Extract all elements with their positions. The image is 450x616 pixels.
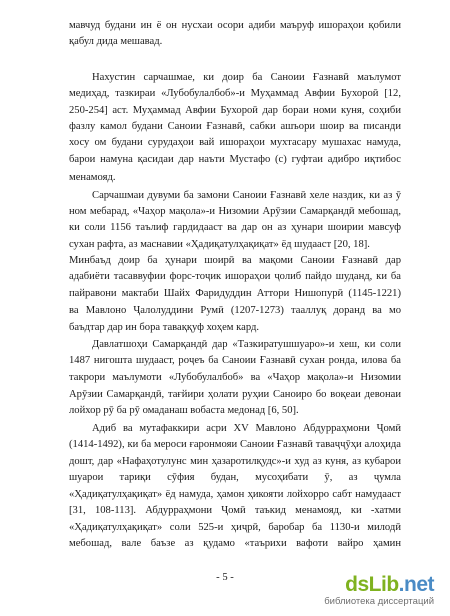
text-line: хосу ом будани сурудаҳои вай ишораҳои мухтасару мушахас намуда, (69, 137, 401, 148)
text-line: мебошад, вале баъзе аз қудамо «таърихи вафоти вайро ҳамин (69, 538, 401, 549)
text-line: мавчуд будани ин ё он нусхаи осори адиби маъруф ишораҳои қобили (69, 20, 401, 31)
text-line: Сарчашмаи дувуми ба замони Саноии Ғазнавӣ хеле наздик, ки аз ӯ (92, 190, 401, 201)
text-line: медиҳад, тазкираи «Лубобулалбоб»-и Муҳаммад Авфии Бухороӣ [12, (69, 88, 401, 99)
text-line: лойхор рӯ ба рӯ омаданаш вобаста медонад [6, 50]. (69, 405, 299, 416)
text-line: Адиб ва мутафаккири асри XV Мавлоно Абдурраҳмони Ҷомӣ (92, 423, 401, 434)
text-line: (1414-1492), ки ба мероси ғаронмояи Саноии Ғазнавӣ таваҷҷӯҳи алоҳида (69, 439, 401, 450)
text-line: 1487 нигошта шудааст, роҷеъ ба Саноии Ғазнавӣ сухан ронда, илова ба (69, 355, 401, 366)
text-line: фазлу камол будани Саноии Ғазнавӣ, сабки ашъори шоир ва писанди (69, 121, 401, 132)
text-line: ва Мавлоно Ҷалолуддини Румӣ (1207-1273) тааллуқ доранд ва мо (69, 305, 401, 316)
watermark-brand-part1: dsLib (345, 573, 399, 596)
page-number: - 5 - (216, 572, 234, 583)
text-line: Нахустин сарчашмае, ки доир ба Саноии Ғазнавӣ маълумот (92, 72, 401, 83)
watermark-subtitle: библиотека диссертаций (324, 596, 434, 607)
text-line: «Ҳадиқатулҳақиқат» ёд намуда, ҳамон ҳикояти лойхорро сабт намудааст (69, 489, 401, 500)
text-line: ки соли 1156 таълиф гардидааст ва дар он аз ҳунари шоирии мавсуф (69, 222, 401, 233)
watermark-brand-part2: .net (398, 573, 434, 596)
text-line: шуарои тариқи сӯфия будан, мусоҳибати ӯ, аз ҷумла (69, 472, 401, 483)
text-line: [31, 108-113]. Абдурраҳмони Ҷомӣ таъкид менамояд, ки -хатми (69, 505, 401, 516)
text-line: барои намуна қасидаи дар наъти Мустафо (с) гуфтаи адибро иқтибос (69, 154, 401, 165)
text-line: адабиёти тасаввуфии форс-тоҷик ишораҳои ҷолиб пайдо шуданд, ки ба (69, 271, 401, 282)
text-line: Арӯзии Самарқандӣ, тағйири ҳолати руҳии Саноиро бо воқеаи девонаи (69, 389, 401, 400)
text-line: такрори маълумоти «Лубобулалбоб» ва «Чаҳор мақола»-и Низомии (69, 372, 401, 383)
watermark-brand (314, 574, 434, 596)
text-line: менамояд. (69, 172, 116, 183)
text-line: пайравони мактаби Шайх Фаридуддин Аттори Нишопурӣ (1145-1221) (69, 288, 401, 299)
text-line: дошт, дар «Нафаҳотулунс мин ҳазаротилқудс»-и худ аз куня, аз кубарои (69, 456, 401, 467)
text-line: Давлатшоҳи Самарқандӣ дар «Тазкиратушшуаро»-и хеш, ки соли (92, 339, 401, 350)
text-line: баъдтар дар ин бора таваққуф хоҳем кард. (69, 322, 260, 333)
text-line: ном мебарад, «Чаҳор мақола»-и Низомии Арӯзии Самарқандӣ мебошад, (69, 206, 401, 217)
text-line: Минбаъд доир ба ҳунари шоирӣ ва мақоми Саноии Ғазнавӣ дар (69, 255, 401, 266)
text-line: «Ҳадиқатулҳақиқат» соли 525-и ҳиҷрӣ, баробар ба 1130-и милодӣ (69, 522, 401, 533)
text-line: сухан рафта, аз маснавии «Ҳадиқатулҳақиқат» ёд шудааст [20, 18]. (69, 239, 370, 250)
watermark-logo[interactable] (314, 574, 434, 612)
text-line: 250-254] аст. Муҳаммад Авфии Бухороӣ дар бораи номи куня, соҳиби (69, 105, 401, 116)
text-line: қабул дида мешавад. (69, 36, 163, 47)
